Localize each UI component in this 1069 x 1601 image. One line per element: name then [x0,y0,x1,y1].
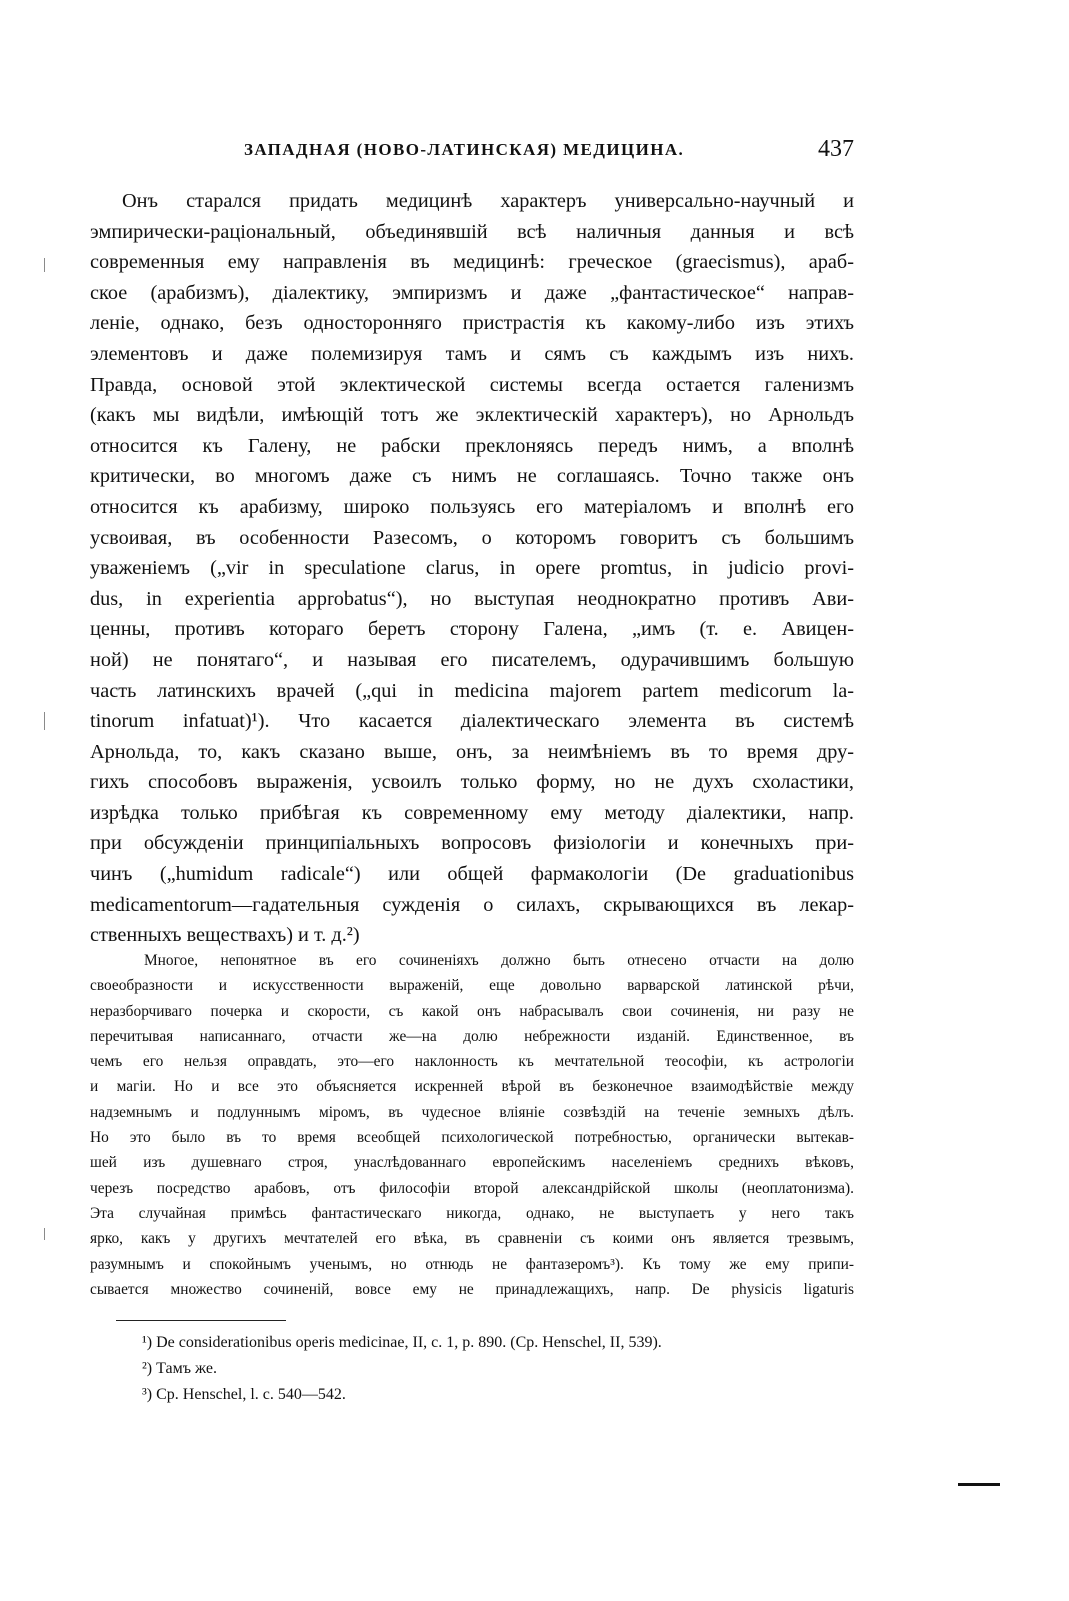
text-line: критически, во многомъ даже съ нимъ не соглашаясь. Точно также онъ [90,465,854,488]
text-line: элементовъ и даже полемизируя тамъ и сямъ съ каждымъ изъ нихъ. [90,342,854,365]
edge-mark [958,1483,1000,1486]
text-line: относится къ арабизму, широко пользуясь его матеріаломъ и вполнѣ его [90,495,854,518]
text-line: dus, in experientia approbatus“), но выступая неоднократно противъ Ави- [90,587,854,610]
page-number: 437 [818,136,854,162]
text-line: ственныхъ веществахъ) и т. д.²) [90,924,360,947]
text-line: ценны, противъ котораго беретъ сторону Галена, „имъ (т. е. Авицен- [90,618,854,641]
margin-mark [44,712,45,730]
text-line: относится къ Галену, не рабски преклоняясь передъ нимъ, а вполнѣ [90,434,854,457]
note-line: Многое, непонятное въ его сочиненіяхъ должно быть отнесено отчасти на долю [144,952,854,969]
margin-mark [44,1228,45,1240]
footnote-2: ²) Тамъ же. [142,1360,217,1377]
text-line: уваженіемъ („vir in speculatione clarus, in opere promtus, in judicio provi- [90,557,854,580]
note-line: черезъ посредство арабовъ, отъ философіи второй александрійской школы (неоплатонизма). [90,1179,854,1197]
text-line: (какъ мы видѣли, имѣющій тотъ же эклектическій характеръ), но Арнольдъ [90,404,854,427]
text-line: при обсужденіи принципіальныхъ вопросовъ физіологіи и конечныхъ при- [90,832,854,855]
text-line: леніе, однако, безъ односторонняго пристрастія къ какому-либо изъ этихъ [90,312,854,335]
text-line: изрѣдка только прибѣгая къ современному ему методу діалектики, напр. [90,801,854,824]
note-line: разумнымъ и спокойнымъ ученымъ, но отнюдь не фантазеромъ³). Къ тому же ему припи- [90,1255,854,1273]
text-line: современныя ему направленія въ медицинѣ: греческое (graecismus), араб- [90,251,854,274]
note-line: своеобразности и искусственности выраженій, еще довольно варварской латинской рѣчи, [90,977,854,995]
text-line: эмпирически-раціональный, объединявшій всѣ наличныя данныя и всѣ [90,220,854,243]
note-line: ярко, какъ у другихъ мечтателей его вѣка, въ сравненіи съ коими онъ является трезвымъ, [90,1230,854,1248]
text-line: Онъ старался придать медицинѣ характеръ универсально-научный и [122,190,854,212]
small-print-paragraph [90,948,854,1302]
text-line: Правда, основой этой эклектической системы всегда остается галенизмъ [90,373,854,396]
text-line: усвоивая, въ особенности Разесомъ, о которомъ говоритъ съ большимъ [90,526,854,549]
text-line: гихъ способовъ выраженія, усвоилъ только форму, но не духъ схоластики, [90,771,854,794]
footnote-1: ¹) De considerationibus operis medicinae, II, c. 1, p. 890. (Ср. Henschel, II, 539). [142,1334,662,1351]
running-title: ЗАПАДНАЯ (НОВО-ЛАТИНСКАЯ) МЕДИЦИНА. [244,140,685,159]
text-line: часть латинскихъ врачей („qui in medicina majorem partem medicorum la- [90,679,854,702]
text-line: tinorum infatuat)¹). Что касается діалектическаго элемента въ системѣ [90,710,854,733]
note-line: неразборчиваго почерка и скорости, съ какой онъ набрасывалъ свои сочиненія, ни разу не [90,1002,854,1020]
note-line: надземнымъ и подлуннымъ міромъ, въ чудесное вліяніе созвѣздій на теченіе земныхъ дѣлъ. [90,1103,854,1121]
footnotes [142,1330,854,1408]
page-header [244,136,854,166]
note-line: перечитывая написаннаго, отчасти же—на долю небрежности изданій. Единственное, въ [90,1027,854,1045]
note-line: чемъ его нельзя оправдать, это—его наклонность къ мечтательной теософіи, къ астрологіи [90,1053,854,1071]
note-line: шей изъ душевнаго строя, унаслѣдованнаго европейскимъ населеніемъ среднихъ вѣковъ, [90,1154,854,1172]
note-line: и магіи. Но и все это объясняется искренней вѣрой въ безконечное взаимодѣйствіе между [90,1078,854,1096]
text-line: medicamentorum—гадательныя сужденія о силахъ, скрывающихся въ лекар- [90,893,854,916]
text-line: Арнольда, то, какъ сказано выше, онъ, за неимѣніемъ въ то время дру- [90,740,854,763]
note-line: Эта случайная примѣсь фантастическаго никогда, однако, не выступаетъ у него такъ [90,1204,854,1222]
text-line: ское (арабизмъ), діалектику, эмпиризмъ и даже „фантастическое“ направ- [90,281,854,304]
note-line: Но это было въ то время всеобщей психологической потребностью, органически вытекав- [90,1129,854,1147]
footnote-3: ³) Ср. Henschel, l. c. 540—542. [142,1386,346,1403]
note-line: сывается множество сочиненій, вовсе ему не принадлежащихъ, напр. De physicis ligaturis [90,1280,854,1298]
footnote-divider [116,1320,286,1321]
margin-mark [44,258,45,272]
main-paragraph [90,186,854,951]
text-line: чинъ („humidum radicale“) или общей фармакологіи (De graduationibus [90,863,854,886]
text-line: ной) не понятаго“, и называя его писателемъ, одурачившимъ большую [90,648,854,671]
